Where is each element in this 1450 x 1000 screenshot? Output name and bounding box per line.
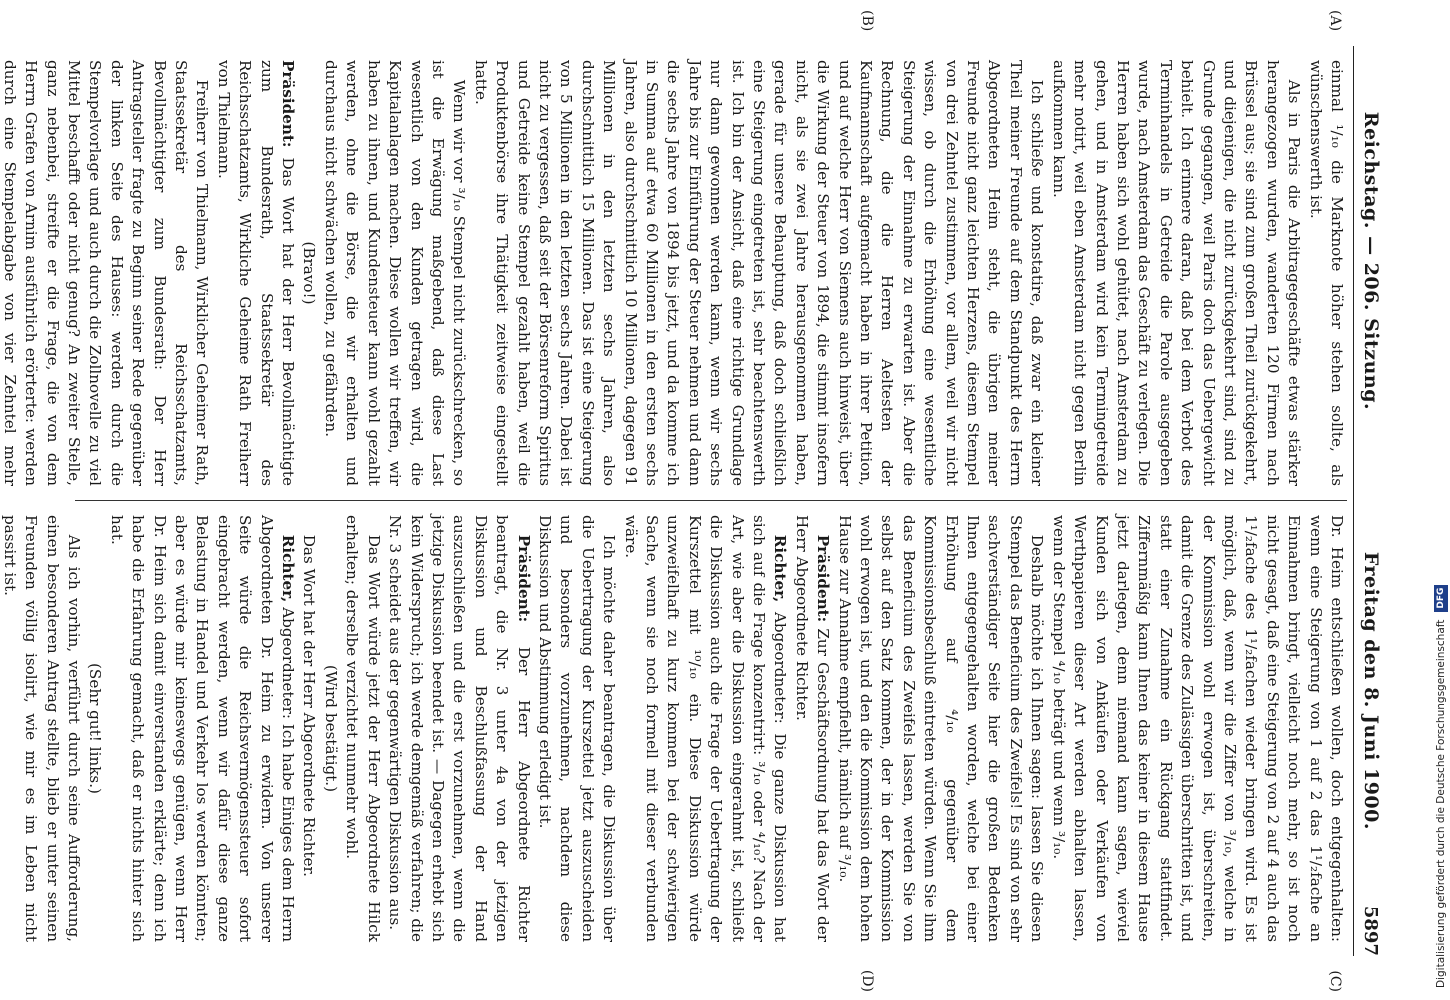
- paragraph: (Wird bestätigt.): [321, 664, 340, 793]
- paragraph: Als in Paris die Arbitragegeschäfte etwas stärker herangezogen wurden, wanderten 120 Firmen nach Brüssel aus; sie sind zum großen Theil zurückgekehrt, und diejenigen, die nicht zurückgekehrt sind, sind zu Grunde gegangen, weil Paris doch das Uebergewicht behielt. Ich erinnere daran, daß bei dem Verbot des Terminhandels in Getreide die Parole ausgegeben wurde, nach Amsterdam das Geschäft zu verlegen. Die Herren haben sich wohl gehütet, nach Amsterdam zu gehen, und in Amsterdam wird kein Termingetreide mehr notirt, weil eben Amsterdam nicht gegen Berlin aufkommen kann.: [1049, 60, 1304, 486]
- margin-marker-a: (A): [1327, 10, 1343, 32]
- margin-marker-c: (C): [1327, 970, 1343, 992]
- paragraph: Präsident: Das Wort hat der Herr Bevollmächtigte zum Bundesrath, Staatssekretär des Reichsschatzamts, Wirkliche Geheime Rath Freiherr von Thielmann.: [214, 60, 298, 486]
- page-number: 5897: [1360, 905, 1381, 956]
- paragraph: Deshalb möchte ich Ihnen sagen: lassen Sie diesen Stempel das Beneficium des Zweifels! Es sind von sehr sachverständiger Seite hier die großen Bedenken Ihnen entgegengehalten worden, welche bei einer Erhöhung auf ⁴/₁₀ gegenüber dem Kommissionsbeschluß eintreten würden. Wenn Sie ihm das Beneficium des Zweifels lassen, werden Sie von selbst auf den Satz kommen, der in der Kommission wohl erwogen ist, und den die Kommission dem hohen Hause zur Annahme empfiehlt, nämlich auf ³/₁₀.: [835, 515, 1047, 942]
- paragraph: (Bravo!): [300, 241, 319, 305]
- header-right: Freitag den 8. Juni 1900.: [1360, 551, 1382, 830]
- right-column: [0, 501, 1347, 992]
- dfg-logo: DFG: [1434, 585, 1448, 612]
- paragraph: Das Wort würde jetzt der Herr Abgeordnete Hilck erhalten; derselbe verzichtet nunmehr wohl.: [343, 515, 383, 942]
- margin-marker-b: (B): [859, 10, 875, 32]
- paragraph: Wenn wir vor ³/₁₀ Stempel nicht zurückschrecken, so ist die Erwägung maßgebend, daß diese Last wesentlich von den Kunden getragen wird, die Kapitalanlagen machen. Diese wollen wir treffen, wir haben zu ihnen, und Kundensteuer kann wohl gezahlt werden, ohne die Börse, die wir erhalten und durchaus nicht schwächen wollen, zu gefährden.: [321, 60, 469, 486]
- header-left: Reichstag. — 206. Sitzung.: [1360, 111, 1382, 411]
- paragraph: Das Wort hat der Herr Abgeordnete Richter.: [300, 534, 319, 877]
- paragraph: einmal ¹/₁₀ die Marknote höher stehen sollte, als wünschenswerth ist.: [1306, 60, 1346, 486]
- paragraph: Dr. Heim entschließen wollen, doch entgegenhalten: wenn eine Steigerung von 1 auf 2 das 1¹/₂fache an Einnahmen bringt, vielleicht noch mehr, so ist noch nicht gesagt, daß eine Steigerung von 2 auf 4 auch das 1¹/₂fache des 1¹/₂fachen wieder bringen wird. Es ist möglich, daß, wenn wir die Ziffer von ³/₁₀, welche in der Kommission wohl erwogen ist, überschreiten, damit die Grenze des Zulässigen überschritten ist, und statt einer Zunahme ein Rückgang stattfindet. Ziffernmäßig kann Ihnen das keiner in diesem Hause jetzt darlegen, denn niemand kann sagen, wieviel Kunden sich von Ankäufen oder Verkäufen von Werthpapieren dieser Art werden abhalten lassen, wenn der Stempel ⁴/₁₀ beträgt und wenn ³/₁₀.: [1049, 515, 1346, 942]
- paragraph: Ich möchte daher beantragen, die Diskussion über die Uebertragung der Kurszettel jetzt auszuscheiden und besonders vorzunehmen, nachdem diese Diskussion und Abstimmung erledigt ist.: [535, 515, 619, 942]
- paragraph: Richter, Abgeordneter: Die ganze Diskussion hat sich auf die Frage konzentrirt: ³/₁₀ oder ⁴/₁₀? Nach der Art, wie aber die Diskussion eingerahmt ist, schließt die Diskussion auch die Frage der Uebertragung der Kurszettel mit ¹⁰/₁₀ ein. Diese Diskussion würde unzweifelhaft zu kurz kommen bei der schwierigen Sache, wenn sie noch formell mit dieser verbunden wäre.: [621, 515, 790, 942]
- speaker-name: Richter,: [771, 534, 790, 603]
- paragraph: Freiherr von Thielmann, Wirklicher Geheimer Rath, Staatssekretär des Reichsschatzamts, Bevollmächtigter zum Bundesrath: Der Herr Antragsteller fragte zu Beginn seiner Rede gegenüber der linken Seite des Hauses: werden durch die Stempelvorlage und auch durch die Zollnovelle zu viel Mittel beschafft oder nicht genug? An zweiter Stelle, ganz nebenbei, streifte er die Frage, die von dem Herrn Grafen von Arnim ausführlich erörterte: werden durch eine Stempelabgabe von vier Zehntel mehr: [0, 60, 212, 486]
- speaker-name: Richter,: [279, 534, 298, 603]
- paragraph: Präsident: Der Herr Abgeordnete Richter beantragt, die Nr. 3 unter 4a von der jetzigen Diskussion und Beschlußfassung der Hand auszuschließen und die erst vorzunehmen, wenn die jetzige Diskussion beendet ist. — Dagegen erhebt sich kein Widerspruch; ich werde demgemäß verfahren; die Nr. 3 scheidet aus der gegenwärtigen Diskussion aus.: [386, 515, 533, 942]
- text-columns: [0, 10, 1347, 992]
- digitization-credit: [1414, 8, 1447, 988]
- speaker-name: Präsident:: [514, 534, 533, 623]
- credit-text: Digitalisierung gefördert durch die Deutsche Forschungsgemeinschaft: [1435, 619, 1447, 988]
- paragraph: Richter, Abgeordneter: Ich habe Einiges dem Herrn Abgeordneten Dr. Heim zu erwidern. Von unserer Seite würde die Reichsvermögenssteuer sofort eingebracht werden, wenn wir dafür diese ganze Belastung in Handel und Verkehr los werden könnten; aber es würde mir keineswegs genügen, wenn Herr Dr. Heim sich damit einverstanden erklärte; denn ich habe die Erfahrung gemacht, daß er nichts hinter sich hat.: [107, 515, 298, 942]
- speaker-name: Präsident:: [279, 60, 298, 148]
- speaker-name: Präsident:: [814, 534, 833, 623]
- margin-marker-d: (D): [859, 969, 875, 992]
- paragraph: Präsident: Zur Geschäftsordnung hat das Wort der Herr Abgeordnete Richter.: [792, 515, 833, 942]
- left-column: [0, 10, 1347, 501]
- paragraph: Als ich vorhin, verführt durch seine Aufforderung, einen besonderen Antrag stellte, blieb er unter seinen Freunden völlig isolirt, wie mir es im Leben nicht passirt ist.: [0, 515, 84, 942]
- paragraph: (Sehr gut! links.): [86, 663, 105, 794]
- page-header: [1353, 46, 1382, 956]
- paragraph: Ich schließe und konstatire, daß zwar ein kleiner Theil meiner Freunde auf dem Standpunkt des Herrn Abgeordneten Heim steht, die übrigen meiner Freunde nicht ganz leichten Herzens, diesem Stempel von drei Zehntel zustimmen, vor allem, weil wir nicht wissen, ob durch die Erhöhung eine wesentliche Steigerung der Einnahme zu erwarten ist. Aber die Rechnung, die die Herren Aeltesten der Kaufmannschaft aufgemacht haben in ihrer Petition, und auf welche Herr von Siemens auch hinweist, über die Wirkung der Steuer von 1894, die stimmt insofern nicht, als sie zwei Jahre herausgenommen haben, gerade für unsere Behauptung, daß doch schließlich eine Steigerung eingetreten ist, sehr beachtenswerth ist. Ich bin der Ansicht, daß eine richtige Grundlage nur dann gewonnen werden kann, wenn wir sechs Jahre bis zur Einführung der Steuer nehmen und dann die sechs Jahre von 1894 bis jetzt, und da komme ich in Summa auf etwa 60 Millionen in den ersten sechs Jahren, also durchschnittlich 10 Millionen, dagegen 91 Millionen in den letzten sechs Jahren, also durchschnittlich 15 Millionen. Das ist eine Steigerung von 5 Millionen in den letzten sechs Jahren. Dabei ist nicht zu vergessen, daß seit der Börsenreform Spiritus und Getreide keine Stempel gezahlt haben, weil die Produktenbörse ihre Thätigkeit zeitweise eingestellt hatte.: [471, 60, 1047, 486]
